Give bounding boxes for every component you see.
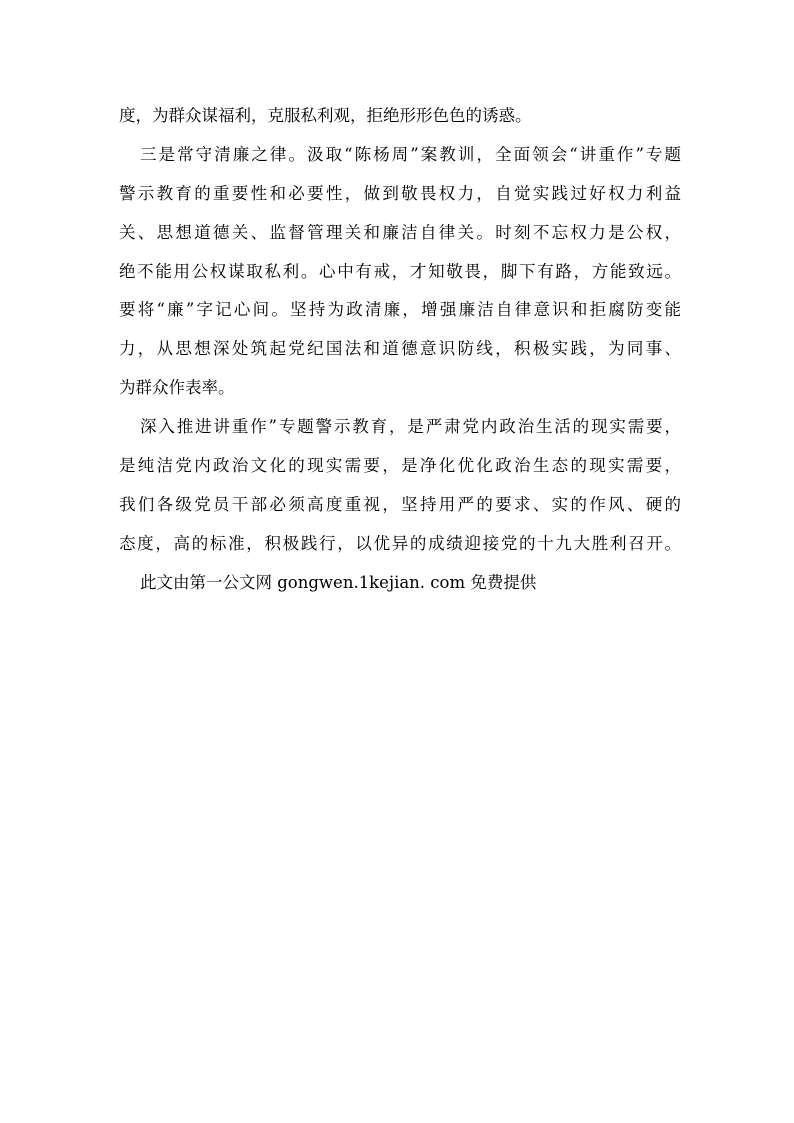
paragraph-line: 度，为群众谋福利，克服私利观，拒绝形形色色的诱惑。 <box>119 106 532 125</box>
paragraph-line: 深入推进讲重作”专题警示教育，是严肃党内政治生活的现实需要， <box>140 417 681 437</box>
document-body <box>119 97 681 603</box>
source-note: 此文由第一公文网 gongwen.1kejian. com 免费提供 <box>140 572 537 592</box>
paragraph-line: 为群众作表率。 <box>119 378 235 398</box>
paragraph-line: 三是常守清廉之律。汲取“陈杨周”案教训，全面领会“讲重作”专题 <box>140 144 681 164</box>
paragraph-line: 我们各级党员干部必须高度重视，坚持用严的要求、实的作风、硬的 <box>119 494 681 514</box>
paragraph-line: 关、思想道德关、监督管理关和廉洁自律关。时刻不忘权力是公权， <box>119 222 681 242</box>
paragraph-line: 警示教育的重要性和必要性，做到敬畏权力，自觉实践过好权力利益 <box>119 183 681 203</box>
paragraph-line: 要将“廉”字记心间。坚持为政清廉，增强廉洁自律意识和拒腐防变能 <box>119 300 681 320</box>
paragraph-line: 态度，高的标准，积极践行，以优异的成绩迎接党的十九大胜利召开。 <box>119 533 681 553</box>
paragraph-line: 是纯洁党内政治文化的现实需要，是净化优化政治生态的现实需要， <box>119 456 681 476</box>
paragraph-line: 力，从思想深处筑起党纪国法和道德意识防线，积极实践，为同事、 <box>119 339 681 359</box>
paragraph-line: 绝不能用公权谋取私利。心中有戒，才知敬畏，脚下有路，方能致远。 <box>119 261 681 281</box>
